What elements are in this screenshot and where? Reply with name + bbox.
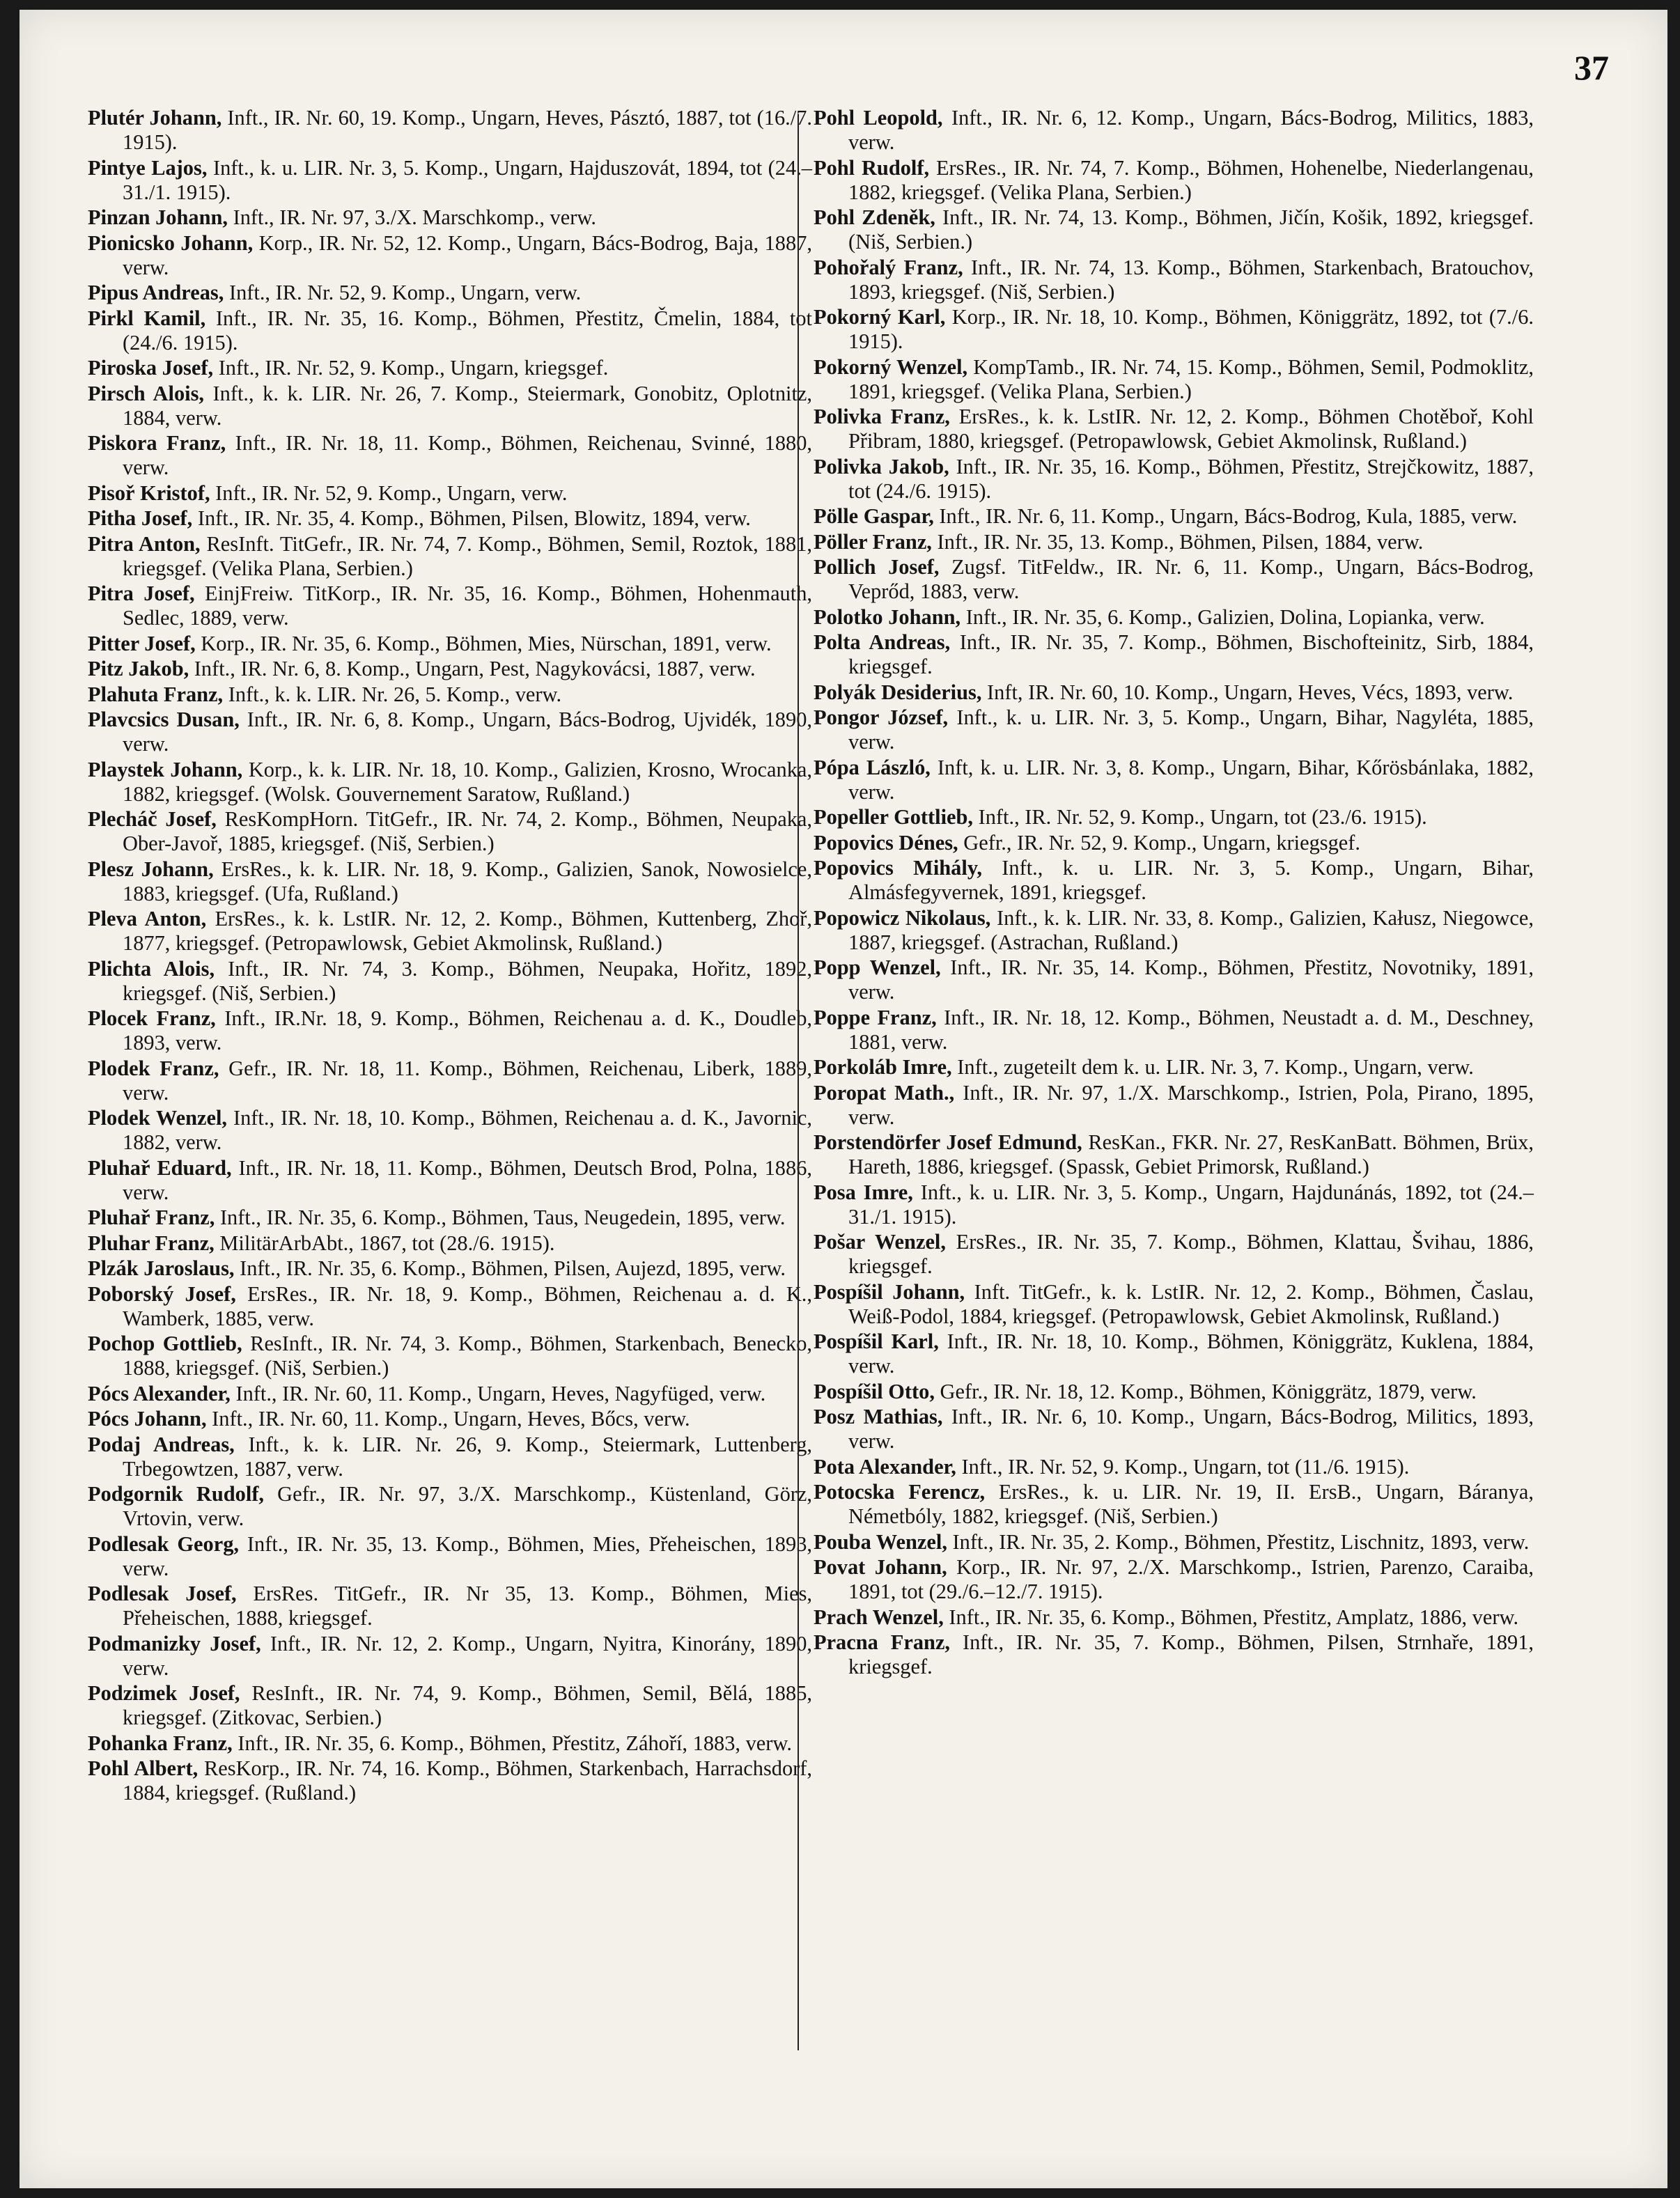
entry-name: Pócs Johann, — [88, 1407, 207, 1431]
entry-details: Inft., IR. Nr. 60, 11. Komp., Ungarn, Heves, Nagyfüged, verw. — [230, 1381, 766, 1405]
entry-details: Inft., IR. Nr. 18, 12. Komp., Böhmen, Neustadt a. d. M., Deschney, 1881, verw. — [848, 1005, 1534, 1054]
list-entry — [88, 758, 812, 806]
entry-details: ResKan., FKR. Nr. 27, ResKanBatt. Böhmen, Brüx, Hareth, 1886, kriegsgef. (Spassk, Gebiet Primorsk, Rußland.) — [848, 1130, 1534, 1178]
entry-name: Posa Imre, — [814, 1180, 913, 1204]
entry-name: Popovics Dénes, — [814, 830, 958, 855]
list-entry — [814, 355, 1534, 404]
entry-details: ErsRes. TitGefr., IR. Nr 35, 13. Komp., Böhmen, Mies, Přeheischen, 1888, kriegsgef. — [123, 1582, 813, 1630]
entry-name: Plahuta Franz, — [88, 682, 224, 706]
entry-name: Pokorný Wenzel, — [814, 354, 968, 379]
list-entry — [88, 1433, 812, 1481]
list-entry — [88, 431, 812, 480]
entry-name: Porkoláb Imre, — [814, 1055, 952, 1079]
entry-details: ResKorp., IR. Nr. 74, 16. Komp., Böhmen, Starkenbach, Harrachsdorf, 1884, kriegsgef. (Rußland.) — [123, 1756, 813, 1805]
list-entry — [88, 1532, 812, 1581]
entry-name: Podgornik Rudolf, — [88, 1482, 265, 1506]
list-entry — [88, 281, 812, 305]
entry-name: Pitra Anton, — [88, 531, 201, 556]
entry-details: Inft, k. u. LIR. Nr. 3, 8. Komp., Ungarn, Bihar, Kőrösbánlaka, 1882, verw. — [848, 755, 1534, 804]
entry-details: Inft., IR. Nr. 35, 6. Komp., Böhmen, Pilsen, Aujezd, 1895, verw. — [234, 1256, 786, 1280]
entry-name: Pracna Franz, — [814, 1630, 951, 1654]
list-entry — [814, 1055, 1534, 1079]
entry-details: Inft., IR. Nr. 60, 19. Komp., Ungarn, Heves, Pásztó, 1887, tot (16./7. 1915). — [123, 106, 813, 154]
list-entry — [88, 1006, 812, 1055]
list-entry — [88, 957, 812, 1006]
entry-name: Pospíšil Karl, — [814, 1330, 939, 1353]
entry-name: Pócs Alexander, — [88, 1381, 231, 1405]
entry-name: Polta Andreas, — [814, 630, 951, 654]
entry-name: Plutér Johann, — [88, 106, 222, 130]
entry-name: Pota Alexander, — [814, 1454, 956, 1479]
list-entry — [814, 1230, 1534, 1279]
list-entry — [814, 1455, 1534, 1479]
list-entry — [88, 382, 812, 430]
entry-details: Gefr., IR. Nr. 52, 9. Komp., Ungarn, kriegsgef. — [958, 830, 1360, 855]
entry-details: ErsRes., k. u. LIR. Nr. 19, II. ErsB., Ungarn, Báranya, Németbóly, 1882, kriegsgef. (Niš, Serbien.) — [848, 1480, 1534, 1528]
list-entry — [814, 1130, 1534, 1179]
entry-details: Inft., k. u. LIR. Nr. 3, 5. Komp., Ungarn, Bihar, Nagyléta, 1885, verw. — [848, 706, 1534, 754]
list-entry — [814, 906, 1534, 955]
entry-name: Pluhař Eduard, — [88, 1155, 232, 1180]
entry-name: Pokorný Karl, — [814, 305, 946, 329]
entry-name: Pouba Wenzel, — [814, 1529, 947, 1554]
entry-name: Popp Wenzel, — [814, 956, 941, 979]
entry-name: Pochop Gottlieb, — [88, 1332, 242, 1355]
entry-details: Inft., IR. Nr. 6, 8. Komp., Ungarn, Pest, Nagykovácsi, 1887, verw. — [189, 657, 756, 680]
list-entry — [88, 1382, 812, 1406]
entry-details: ErsRes., IR. Nr. 18, 9. Komp., Böhmen, Reichenau a. d. K., Wamberk, 1885, verw. — [123, 1281, 813, 1330]
entry-details: Inft., k. u. LIR. Nr. 3, 5. Komp., Ungarn, Hajdunánás, 1892, tot (24.–31./1. 1915). — [848, 1180, 1534, 1229]
entry-details: Inft., IR. Nr. 35, 6. Komp., Böhmen, Přestitz, Záhoří, 1883, verw. — [232, 1731, 792, 1755]
entry-details: Inft., IR. Nr. 35, 16. Komp., Böhmen, Přestitz, Čmelin, 1884, tot (24./6. 1915). — [123, 306, 812, 354]
list-entry — [814, 605, 1534, 630]
list-entry — [88, 1156, 812, 1205]
list-entry — [88, 156, 812, 205]
entry-name: Plodek Wenzel, — [88, 1106, 228, 1130]
list-entry — [814, 805, 1534, 829]
list-entry — [88, 657, 812, 681]
entry-name: Podlesak Josef, — [88, 1582, 237, 1605]
list-entry — [88, 205, 812, 230]
entry-details: ErsRes., k. k. LstIR. Nr. 12, 2. Komp., Böhmen Chotěboř, Kohl Přibram, 1880, kriegsgef. (Petropawlowsk, Gebiet Akmolinsk, Rußland.) — [848, 405, 1534, 453]
entry-details: Inft., IR. Nr. 35, 6. Komp., Galizien, Dolina, Lopianka, verw. — [960, 605, 1485, 629]
list-entry — [88, 1681, 812, 1730]
entry-details: Gefr., IR. Nr. 18, 11. Komp., Böhmen, Reichenau, Liberk, 1889, verw. — [123, 1056, 812, 1105]
entry-name: Pitra Josef, — [88, 582, 195, 605]
entry-name: Pöller Franz, — [814, 529, 932, 554]
entry-details: Inft., IR. Nr. 35, 13. Komp., Böhmen, Mies, Přeheischen, 1893, verw. — [123, 1531, 812, 1580]
entry-details: ResKompHorn. TitGefr., IR. Nr. 74, 2. Komp., Böhmen, Neupaka, Ober-Javoř, 1885, kriegsgef. (Niš, Serbien.) — [123, 807, 812, 855]
entry-name: Pospíšil Otto, — [814, 1379, 935, 1403]
entry-details: Inft., IR.Nr. 18, 9. Komp., Böhmen, Reichenau a. d. K., Doudleb, 1893, verw. — [123, 1006, 812, 1054]
column-divider — [798, 114, 799, 2050]
entry-name: Popowicz Nikolaus, — [814, 905, 991, 930]
entry-name: Polivka Franz, — [814, 405, 950, 428]
entry-name: Pohl Albert, — [88, 1756, 199, 1780]
entry-name: Plocek Franz, — [88, 1006, 216, 1030]
entry-name: Plecháč Josef, — [88, 807, 217, 831]
list-entry — [88, 1231, 812, 1256]
entry-name: Pollich Josef, — [814, 555, 940, 579]
list-entry — [814, 156, 1534, 205]
entry-details: ResInft. TitGefr., IR. Nr. 74, 7. Komp., Böhmen, Semil, Roztok, 1881, kriegsgef. (Velika Plana, Serbien.) — [123, 531, 812, 580]
entry-name: Pitter Josef, — [88, 631, 196, 655]
list-entry — [814, 756, 1534, 804]
entry-details: Inft., IR. Nr. 35, 14. Komp., Böhmen, Přestitz, Novotniky, 1891, verw. — [848, 956, 1534, 1004]
list-entry — [88, 683, 812, 707]
entry-name: Podzimek Josef, — [88, 1681, 240, 1705]
entry-name: Polivka Jakob, — [814, 454, 949, 478]
entry-name: Povat Johann, — [814, 1555, 947, 1579]
entry-details: Korp., IR. Nr. 35, 6. Komp., Böhmen, Mies, Nürschan, 1891, verw. — [195, 631, 772, 655]
list-entry — [88, 1407, 812, 1431]
list-entry — [814, 504, 1534, 529]
list-entry — [814, 1405, 1534, 1453]
list-entry — [88, 907, 812, 956]
entry-details: Inft., IR. Nr. 74, 13. Komp., Böhmen, Jičín, Košik, 1892, kriegsgef. (Niš, Serbien.) — [848, 205, 1534, 254]
list-entry — [814, 455, 1534, 504]
list-entry — [814, 405, 1534, 453]
entry-name: Pitha Josef, — [88, 506, 193, 530]
entry-name: Popovics Mihály, — [814, 856, 982, 880]
entry-name: Pitz Jakob, — [88, 657, 189, 680]
entry-details: Gefr., IR. Nr. 97, 3./X. Marschkomp., Küstenland, Görz, Vrtovin, verw. — [123, 1482, 812, 1530]
entry-details: Inft., k. u. LIR. Nr. 3, 5. Komp., Ungarn, Hajduszovát, 1894, tot (24.–31./1. 1915). — [123, 155, 812, 204]
list-entry — [88, 356, 812, 380]
list-entry — [814, 1555, 1534, 1604]
entry-details: Inft., IR. Nr. 35, 7. Komp., Böhmen, Bischofteinitz, Sirb, 1884, kriegsgef. — [848, 630, 1534, 678]
entry-name: Prach Wenzel, — [814, 1605, 944, 1629]
entry-details: ErsRes., IR. Nr. 35, 7. Komp., Böhmen, Klattau, Švihau, 1886, kriegsgef. — [848, 1230, 1534, 1278]
entry-details: Inft., IR. Nr. 18, 10. Komp., Böhmen, Königgrätz, Kuklena, 1884, verw. — [848, 1330, 1534, 1378]
list-entry — [814, 1280, 1534, 1329]
list-entry — [88, 1282, 812, 1331]
entry-name: Pisoř Kristof, — [88, 481, 210, 505]
entry-details: Inft., IR. Nr. 52, 9. Komp., Ungarn, verw. — [210, 481, 568, 505]
entry-details: ErsRes., k. k. LstIR. Nr. 12, 2. Komp., Böhmen, Kuttenberg, Zhoř, 1877, kriegsgef. (Petropawlowsk, Gebiet Akmolinsk, Rußland.) — [123, 907, 812, 955]
list-entry — [88, 857, 812, 906]
entry-details: Inft., IR. Nr. 35, 4. Komp., Böhmen, Pilsen, Blowitz, 1894, verw. — [192, 506, 751, 530]
entry-details: Inft., IR. Nr. 60, 11. Komp., Ungarn, Heves, Bőcs, verw. — [206, 1407, 690, 1431]
entry-details: Inft, IR. Nr. 60, 10. Komp., Ungarn, Heves, Vécs, 1893, verw. — [981, 680, 1514, 704]
entry-details: ResInft., IR. Nr. 74, 9. Komp., Böhmen, Semil, Bělá, 1885, kriegsgef. (Zitkovac, Serbien.) — [123, 1681, 812, 1729]
entry-details: Gefr., IR. Nr. 18, 12. Komp., Böhmen, Königgrätz, 1879, verw. — [934, 1379, 1477, 1403]
entry-name: Popeller Gottlieb, — [814, 805, 974, 829]
entry-name: Posz Mathias, — [814, 1405, 943, 1428]
list-entry — [814, 956, 1534, 1004]
entry-name: Plesz Johann, — [88, 857, 214, 881]
entry-name: Polyák Desiderius, — [814, 680, 982, 704]
entry-details: KompTamb., IR. Nr. 74, 15. Komp., Böhmen, Semil, Podmoklitz, 1891, kriegsgef. (Velika Plana, Serbien.) — [848, 354, 1534, 403]
entry-name: Pohl Zdeněk, — [814, 205, 935, 229]
list-entry — [88, 1756, 812, 1805]
entry-name: Potocska Ferencz, — [814, 1480, 986, 1504]
entry-name: Plzák Jaroslaus, — [88, 1256, 235, 1280]
entry-name: Polotko Johann, — [814, 605, 961, 629]
entry-details: Inft., IR. Nr. 74, 13. Komp., Böhmen, Starkenbach, Bratouchov, 1893, kriegsgef. (Niš, Serbien.) — [848, 255, 1534, 304]
entry-details: Korp., IR. Nr. 52, 12. Komp., Ungarn, Bács-Bodrog, Baja, 1887, verw. — [123, 231, 812, 279]
entry-details: Inft., IR. Nr. 52, 9. Komp., Ungarn, kriegsgef. — [213, 356, 609, 380]
list-entry — [814, 305, 1534, 354]
entry-details: ErsRes., IR. Nr. 74, 7. Komp., Böhmen, Hohenelbe, Niederlangenau, 1882, kriegsgef. (Velika Plana, Serbien.) — [848, 155, 1534, 204]
entry-details: ErsRes., k. k. LIR. Nr. 18, 9. Komp., Galizien, Sanok, Nowosielce, 1883, kriegsgef. (Ufa, Rußland.) — [123, 857, 812, 905]
entry-name: Plavcsics Dusan, — [88, 708, 240, 731]
list-entry — [814, 1081, 1534, 1130]
entry-name: Poropat Math., — [814, 1080, 955, 1105]
list-entry — [88, 231, 812, 280]
entry-name: Podaj Andreas, — [88, 1432, 235, 1456]
entry-details: Inft., IR. Nr. 35, 6. Komp., Böhmen, Přestitz, Amplatz, 1886, verw. — [943, 1605, 1519, 1629]
list-entry — [814, 1006, 1534, 1054]
entry-name: Playstek Johann, — [88, 757, 243, 781]
entry-name: Pipus Andreas, — [88, 281, 224, 304]
entry-details: ResInft., IR. Nr. 74, 3. Komp., Böhmen, Starkenbach, Benecko, 1888, kriegsgef. (Niš, Serbien.) — [123, 1332, 812, 1380]
list-entry — [814, 1605, 1534, 1630]
entry-details: Inft., IR. Nr. 52, 9. Komp., Ungarn, tot (11./6. 1915). — [956, 1454, 1410, 1479]
list-entry — [814, 706, 1534, 754]
entry-details: Inft., IR. Nr. 97, 3./X. Marschkomp., verw. — [227, 205, 596, 229]
list-entry — [88, 1632, 812, 1681]
entry-details: Inft., k. k. LIR. Nr. 33, 8. Komp., Galizien, Kałusz, Niegowce, 1887, kriegsgef. (Astrachan, Rußland.) — [848, 905, 1534, 954]
entry-details: Inft., IR. Nr. 97, 1./X. Marschkomp., Istrien, Pola, Pirano, 1895, verw. — [848, 1080, 1534, 1129]
entry-name: Pluhař Franz, — [88, 1206, 215, 1229]
entry-details: Inft., IR. Nr. 6, 11. Komp., Ungarn, Bács-Bodrog, Kula, 1885, verw. — [933, 504, 1518, 528]
list-entry — [88, 582, 812, 630]
entry-details: Inft., k. k. LIR. Nr. 26, 7. Komp., Steiermark, Gonobitz, Oplotnitz, 1884, verw. — [123, 381, 812, 430]
list-entry — [88, 1206, 812, 1230]
entry-details: Inft., IR. Nr. 18, 11. Komp., Böhmen, Reichenau, Svinné, 1880, verw. — [123, 431, 812, 479]
list-entry — [88, 506, 812, 531]
entry-name: Poppe Franz, — [814, 1005, 937, 1029]
entry-name: Piskora Franz, — [88, 431, 226, 455]
entry-details: Inft., IR. Nr. 35, 6. Komp., Böhmen, Taus, Neugedein, 1895, verw. — [215, 1206, 786, 1229]
entry-details: Inft., IR. Nr. 6, 10. Komp., Ungarn, Bács-Bodrog, Militics, 1893, verw. — [848, 1405, 1534, 1453]
entry-name: Pospíšil Johann, — [814, 1279, 965, 1304]
entry-details: Inft., k. k. LIR. Nr. 26, 5. Komp., verw. — [223, 682, 562, 706]
entry-name: Pionicsko Johann, — [88, 231, 254, 255]
entry-details: Inft., IR. Nr. 35, 7. Komp., Böhmen, Pilsen, Strnhaře, 1891, kriegsgef. — [848, 1630, 1534, 1678]
entry-name: Pölle Gaspar, — [814, 504, 934, 528]
entry-details: Korp., IR. Nr. 18, 10. Komp., Böhmen, Königgrätz, 1892, tot (7./6. 1915). — [848, 305, 1534, 353]
entry-details: Inft., IR. Nr. 35, 16. Komp., Böhmen, Přestitz, Strejčkowitz, 1887, tot (24./6. 1915). — [848, 454, 1534, 503]
entry-details: Inft., IR. Nr. 6, 8. Komp., Ungarn, Bács-Bodrog, Ujvidék, 1890, verw. — [123, 708, 812, 756]
list-entry — [814, 205, 1534, 254]
page-number: 37 — [1574, 48, 1609, 87]
document-page — [20, 10, 1667, 2188]
left-column — [88, 106, 812, 2105]
list-entry — [814, 856, 1534, 905]
entry-name: Poborský Josef, — [88, 1281, 236, 1306]
entry-details: Inft., k. u. LIR. Nr. 3, 5. Komp., Ungarn, Bihar, Almásfegyvernek, 1891, kriegsgef. — [848, 856, 1534, 904]
entry-details: Inft., IR. Nr. 18, 10. Komp., Böhmen, Reichenau a. d. K., Javornic, 1882, verw. — [123, 1106, 812, 1154]
entry-name: Pirsch Alois, — [88, 381, 205, 405]
entry-details: Inft., IR. Nr. 18, 11. Komp., Böhmen, Deutsch Brod, Polna, 1886, verw. — [123, 1155, 812, 1204]
list-entry — [88, 106, 812, 155]
entry-details: MilitärArbAbt., 1867, tot (28./6. 1915). — [214, 1231, 555, 1255]
entry-name: Pohanka Franz, — [88, 1731, 233, 1755]
list-entry — [814, 1630, 1534, 1679]
entry-name: Pohl Rudolf, — [814, 155, 930, 180]
entry-details: EinjFreiw. TitKorp., IR. Nr. 35, 16. Komp., Böhmen, Hohenmauth, Sedlec, 1889, verw. — [123, 582, 812, 630]
entry-name: Podlesak Georg, — [88, 1531, 240, 1556]
entry-details: Inft., IR. Nr. 35, 2. Komp., Böhmen, Přestitz, Lischnitz, 1893, verw. — [947, 1529, 1530, 1554]
entry-name: Plodek Franz, — [88, 1056, 219, 1080]
right-column — [814, 106, 1534, 2105]
list-entry — [88, 1482, 812, 1531]
list-entry — [814, 1180, 1534, 1229]
entry-details: Inft., IR. Nr. 74, 3. Komp., Böhmen, Neupaka, Hořitz, 1892, kriegsgef. (Niš, Serbien.) — [123, 956, 812, 1005]
list-entry — [88, 1106, 812, 1155]
entry-details: Inft., IR. Nr. 52, 9. Komp., Ungarn, verw. — [224, 281, 582, 304]
list-entry — [88, 708, 812, 756]
list-entry — [88, 532, 812, 581]
list-entry — [88, 1332, 812, 1380]
list-entry — [88, 1256, 812, 1281]
entry-details: Inft. TitGefr., k. k. LstIR. Nr. 12, 2. Komp., Böhmen, Časlau, Weiß-Podol, 1884, kriegsgef. (Petropawlowsk, Gebiet Akmolinsk, Rußland.) — [848, 1279, 1534, 1328]
entry-details: Inft., zugeteilt dem k. u. LIR. Nr. 3, 7. Komp., Ungarn, verw. — [951, 1055, 1474, 1079]
entry-details: Inft., IR. Nr. 6, 12. Komp., Ungarn, Bács-Bodrog, Militics, 1883, verw. — [848, 106, 1534, 154]
list-entry — [814, 256, 1534, 304]
list-entry — [88, 481, 812, 506]
list-entry — [814, 530, 1534, 554]
list-entry — [88, 1582, 812, 1630]
entry-name: Porstendörfer Josef Edmund, — [814, 1130, 1082, 1154]
list-entry — [814, 680, 1534, 705]
entry-name: Pintye Lajos, — [88, 155, 208, 180]
entry-details: Inft., IR. Nr. 12, 2. Komp., Ungarn, Nyitra, Kinorány, 1890, verw. — [123, 1631, 812, 1680]
entry-name: Pošar Wenzel, — [814, 1230, 946, 1254]
entry-details: Inft., k. k. LIR. Nr. 26, 9. Komp., Steiermark, Luttenberg, Trbegowtzen, 1887, verw. — [123, 1432, 812, 1481]
entry-details: Korp., k. k. LIR. Nr. 18, 10. Komp., Galizien, Krosno, Wrocanka, 1882, kriegsgef. (Wolsk. Gouvernement Saratow, Rußland.) — [123, 757, 812, 806]
entry-details: Zugsf. TitFeldw., IR. Nr. 6, 11. Komp., Ungarn, Bács-Bodrog, Veprőd, 1883, verw. — [848, 555, 1534, 603]
list-entry — [814, 555, 1534, 604]
list-entry — [88, 306, 812, 355]
entry-name: Plichta Alois, — [88, 956, 215, 981]
entry-details: Inft., IR. Nr. 35, 13. Komp., Böhmen, Pilsen, 1884, verw. — [931, 529, 1424, 554]
list-entry — [88, 632, 812, 656]
list-entry — [814, 831, 1534, 855]
list-entry — [814, 106, 1534, 155]
entry-name: Pohl Leopold, — [814, 106, 943, 130]
entry-name: Pluhar Franz, — [88, 1231, 215, 1255]
list-entry — [88, 807, 812, 856]
entry-name: Pleva Anton, — [88, 907, 207, 930]
entry-details: Korp., IR. Nr. 97, 2./X. Marschkomp., Istrien, Parenzo, Caraiba, 1891, tot (29./6.–12./7. 1915). — [848, 1555, 1534, 1603]
entry-name: Pongor József, — [814, 706, 949, 729]
entry-name: Pirkl Kamil, — [88, 306, 206, 330]
entry-name: Podmanizky Josef, — [88, 1631, 261, 1655]
list-entry — [814, 630, 1534, 679]
list-entry — [814, 1530, 1534, 1554]
list-entry — [814, 1480, 1534, 1529]
list-entry — [814, 1380, 1534, 1404]
entry-name: Pinzan Johann, — [88, 205, 228, 229]
entry-details: Inft., IR. Nr. 52, 9. Komp., Ungarn, tot (23./6. 1915). — [973, 805, 1427, 829]
entry-name: Pópa László, — [814, 755, 931, 779]
list-entry — [814, 1330, 1534, 1378]
list-entry — [88, 1731, 812, 1756]
entry-name: Piroska Josef, — [88, 356, 214, 380]
list-entry — [88, 1057, 812, 1105]
entry-name: Pohořalý Franz, — [814, 255, 963, 279]
